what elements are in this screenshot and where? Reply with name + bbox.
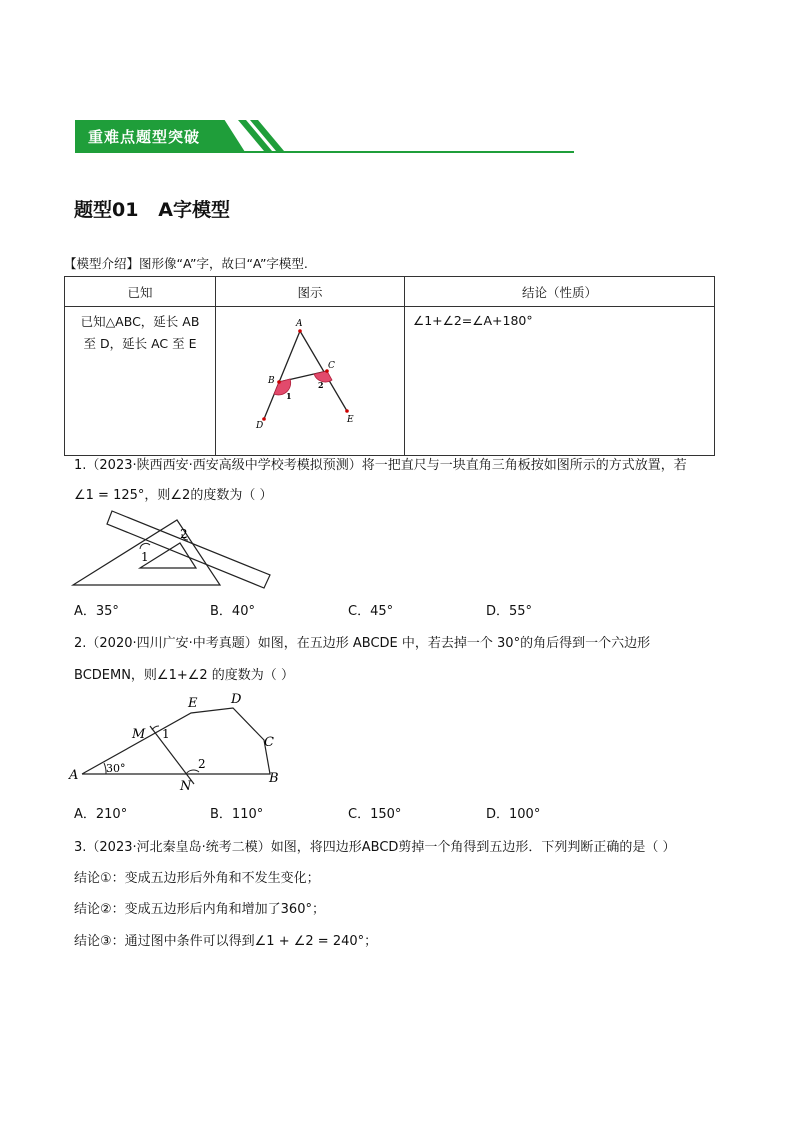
q2-label-angle-2: 2 xyxy=(198,757,206,771)
model-intro: 【模型介绍】图形像“A”字，故曰“A”字模型. xyxy=(64,256,308,271)
q2-option-c[interactable]: C．150° xyxy=(348,807,402,822)
label-A: A xyxy=(296,319,303,329)
q2-option-d[interactable]: D．100° xyxy=(486,807,541,822)
header-figure: 图示 xyxy=(216,277,405,307)
header-known: 已知 xyxy=(65,277,216,307)
q2-text: BCDEMN，则∠1+∠2 的度数为（ ） xyxy=(74,668,294,683)
q2-figure xyxy=(66,690,286,795)
q2-label-M: M xyxy=(132,727,146,742)
q2-label-A: A xyxy=(69,768,79,783)
q3-conclusion-3: 结论③：通过图中条件可以得到∠1 + ∠2 = 240°； xyxy=(74,934,378,949)
header-conclusion: 结论（性质） xyxy=(405,277,715,307)
q2-option-a[interactable]: A．210° xyxy=(74,807,128,822)
label-B: B xyxy=(268,376,275,386)
label-E: E xyxy=(347,415,354,425)
q1-figure xyxy=(70,505,275,590)
q1-option-d[interactable]: D．55° xyxy=(486,604,533,619)
q2-label-30deg: 30° xyxy=(106,762,126,775)
q2-text: 2.（2020·四川广安·中考真题）如图，在五边形 ABCDE 中，若去掉一个 30°的角后得到一个六边形 xyxy=(74,636,651,651)
label-C: C xyxy=(328,361,335,371)
model-table xyxy=(64,276,715,456)
q1-text: 1.（2023·陕西西安·西安高级中学校考模拟预测）将一把直尺与一块直角三角板按如图所示的方式放置，若 xyxy=(74,458,687,473)
section-banner-title: 重难点题型突破 xyxy=(88,128,201,146)
cell-conclusion: ∠1+∠2=∠A+180° xyxy=(405,307,715,456)
page-title: 题型01 A字模型 xyxy=(74,199,230,221)
label-angle-2: 2 xyxy=(318,380,324,390)
q2-label-N: N xyxy=(180,779,192,794)
q1-option-b[interactable]: B．40° xyxy=(210,604,255,619)
q2-label-E: E xyxy=(188,696,198,711)
known-line: 已知△ABC，延长 AB xyxy=(80,314,200,329)
q2-option-b[interactable]: B．110° xyxy=(210,807,264,822)
q2-label-angle-1: 1 xyxy=(162,727,170,741)
q2-label-B: B xyxy=(269,771,279,786)
q3-conclusion-1: 结论①：变成五边形后外角和不发生变化； xyxy=(74,871,320,886)
q3-conclusion-2: 结论②：变成五边形后内角和增加了360°； xyxy=(74,902,325,917)
label-angle-1: 1 xyxy=(286,391,292,401)
section-rule xyxy=(75,151,574,153)
q2-label-C: C xyxy=(264,735,274,750)
q1-label-angle-2: 2 xyxy=(180,527,188,541)
a-model-figure xyxy=(216,307,404,443)
q1-option-a[interactable]: A．35° xyxy=(74,604,119,619)
label-D: D xyxy=(256,421,264,431)
q2-label-D: D xyxy=(231,692,242,707)
cell-figure xyxy=(216,307,405,456)
cell-known xyxy=(65,307,216,456)
q3-text: 3.（2023·河北秦皇岛·统考二模）如图，将四边形ABCD剪掉一个角得到五边形．下列判断正确的是（ ） xyxy=(74,840,676,855)
q1-option-c[interactable]: C．45° xyxy=(348,604,394,619)
q1-label-angle-1: 1 xyxy=(141,550,149,564)
q1-text: ∠1 = 125°，则∠2的度数为（ ） xyxy=(74,488,273,503)
known-line: 至 D，延长 AC 至 E xyxy=(83,336,197,351)
